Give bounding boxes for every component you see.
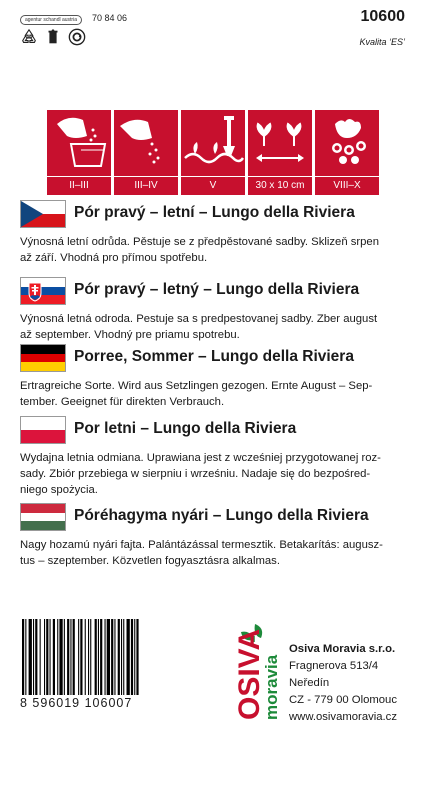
agentur-logo: agentur schandl austria	[20, 15, 82, 25]
pictogram-planting-out	[181, 110, 245, 195]
quality-label: Kvalita ‘ES’	[359, 37, 405, 47]
section-text: Nagy hozamú nyári fajta. Palántázással termesztik. Betakarítás: augusz- tus – szeptember. Közvetlen fogyasztásra alkalmas.	[20, 539, 383, 567]
pictogram-label: V	[181, 177, 245, 195]
barcode	[20, 619, 184, 699]
planting-out-icon	[181, 110, 245, 176]
pictogram-sowing-tray	[47, 110, 111, 195]
section-title: Pór pravý – letný – Lungo della Riviera	[74, 281, 360, 298]
green-dot-icon	[68, 28, 86, 46]
section-text: Ertragreiche Sorte. Wird aus Setzlingen gezogen. Ernte August – Sep- tember. Geeignet für direkten Verbrauch.	[20, 380, 373, 408]
recycle-icon	[20, 28, 38, 46]
german-flag-icon	[20, 344, 66, 372]
company-district: Neředín	[289, 677, 330, 689]
section-title: Pór pravý – letní – Lungo della Riviera	[74, 204, 355, 221]
pictogram-label: II–III	[47, 177, 111, 195]
pictogram-label: 30 x 10 cm	[248, 177, 312, 195]
company-address	[289, 641, 397, 726]
sowing-tray-icon	[47, 110, 111, 176]
pictogram-spacing	[248, 110, 312, 195]
lot-number: 10600	[360, 8, 405, 25]
pictogram-label: VIII–X	[315, 177, 379, 195]
section-title: Porree, Sommer – Lungo della Riviera	[74, 348, 354, 365]
section-text: Výnosná letná odroda. Pestuje sa s predpestovanej sadby. Zber august až september. Vhodný pre priamu spotrebu.	[20, 313, 378, 341]
section-text: Wydajna letnia odmiana. Uprawiana jest z wcześniej przygotowanej roz- sady. Zbiór przebiega w sierpniu i wrześniu. Nadaje się do bezpośred- niego spożycia.	[20, 452, 381, 496]
pictogram-label: III–IV	[114, 177, 178, 195]
sowing-hand-icon	[114, 110, 178, 176]
company-name: Osiva Moravia s.r.o.	[289, 643, 396, 655]
product-code: 70 84 06	[92, 13, 128, 23]
pictogram-sowing-hand	[114, 110, 178, 195]
section-title: Póréhagyma nyári – Lungo della Riviera	[74, 507, 369, 524]
company-web[interactable]: www.osivamoravia.cz	[289, 711, 397, 723]
pictogram-harvest	[315, 110, 379, 195]
spacing-icon	[248, 110, 312, 176]
polish-flag-icon	[20, 416, 66, 444]
harvest-icon	[315, 110, 379, 176]
hungarian-flag-icon	[20, 503, 66, 531]
section-title: Por letni – Lungo della Riviera	[74, 420, 297, 437]
czech-flag-icon	[20, 200, 66, 228]
disposal-icons	[20, 28, 86, 46]
slovak-flag-icon	[20, 277, 66, 305]
header	[0, 0, 427, 60]
waste-bin-icon	[44, 28, 62, 46]
cultivation-pictograms	[47, 110, 380, 195]
company-city: CZ - 779 00 Olomouc	[289, 694, 397, 706]
svg-text:OSIVA: OSIVA	[233, 628, 266, 720]
barcode-digits: 8 596019 106007	[20, 696, 133, 710]
osiva-moravia-logo	[225, 622, 283, 722]
section-text: Výnosná letní odrůda. Pěstuje se z předpěstované sadby. Sklizeň srpen až září. Vhodná pro přímou spotřebu.	[20, 236, 380, 264]
company-street: Fragnerova 513/4	[289, 660, 379, 672]
svg-text:moravia: moravia	[262, 654, 281, 720]
